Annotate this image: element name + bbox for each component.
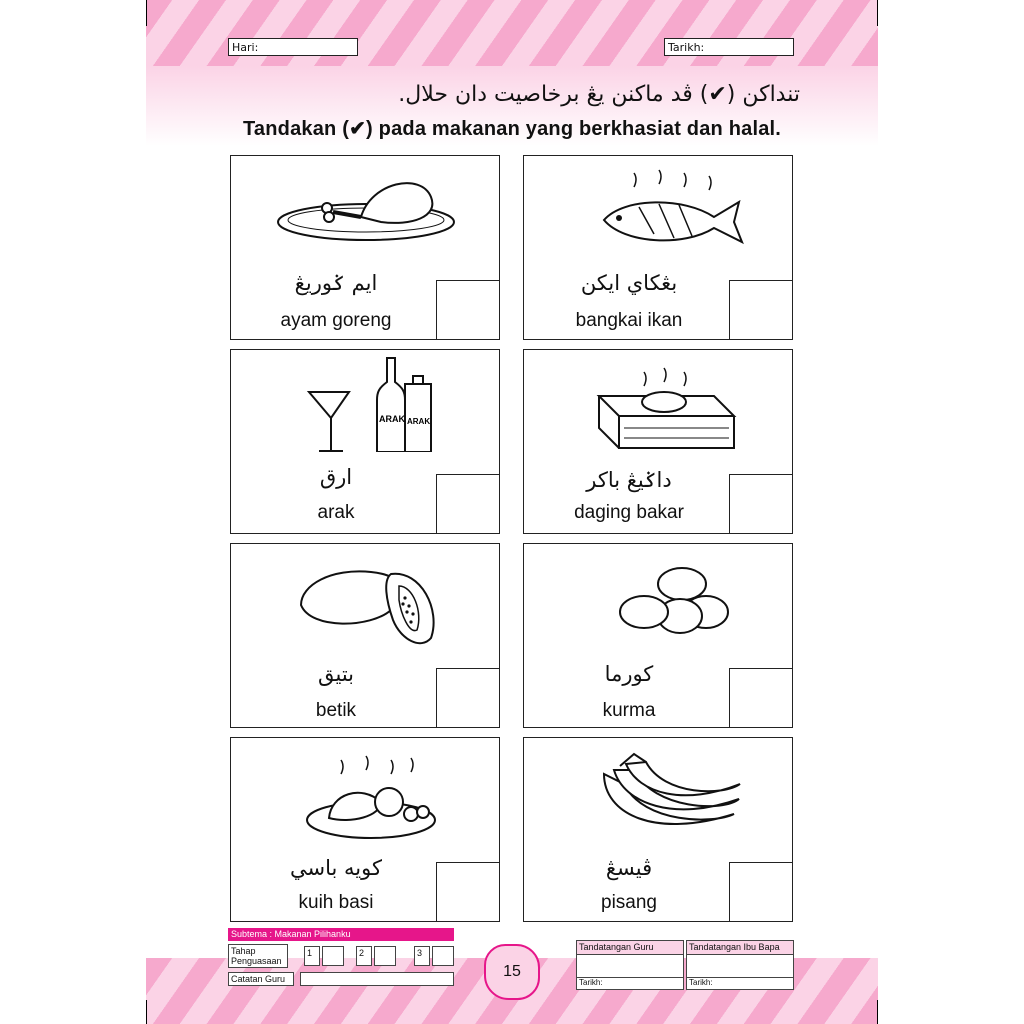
catatan-label: Catatan Guru	[228, 972, 294, 986]
page-number: 15	[484, 944, 540, 1000]
tick-box[interactable]	[729, 668, 792, 727]
tahap-label: Tahap Penguasaan	[228, 944, 288, 968]
teacher-date-label: Tarikh:	[577, 977, 683, 989]
alcohol-bottles-icon	[271, 356, 461, 452]
item-rumi: kurma	[602, 700, 656, 721]
teacher-sign-label: Tandatangan Guru	[577, 941, 683, 955]
stale-cake-icon	[271, 744, 461, 840]
level-1-label: 1	[304, 946, 320, 966]
item-rumi: arak	[317, 502, 355, 523]
item-jawi: کورما	[604, 662, 654, 686]
item-jawi: ڤيسڠ	[605, 856, 653, 880]
dates-icon	[564, 550, 754, 646]
crop-mark	[146, 0, 147, 26]
item-jawi: کويه باسي	[290, 856, 382, 880]
instruction-rumi: Tandakan (✔) pada makanan yang berkhasiat dan halal.	[243, 118, 782, 140]
food-card	[523, 155, 793, 340]
papaya-icon	[271, 550, 461, 646]
level-3-label: 3	[414, 946, 430, 966]
crop-mark	[877, 0, 878, 26]
item-rumi: kuih basi	[298, 892, 374, 913]
tick-box[interactable]	[729, 862, 792, 921]
level-2-label: 2	[356, 946, 372, 966]
bottle-label: ARAK	[379, 414, 405, 424]
item-jawi: بتيق	[317, 662, 355, 686]
item-jawi: بڠکاي ايکن	[580, 271, 678, 295]
crop-mark	[877, 1000, 878, 1024]
subtema-banner: Subtema : Makanan Pilihanku	[228, 928, 454, 941]
item-rumi: daging bakar	[574, 502, 684, 523]
food-card	[523, 543, 793, 728]
parent-sign-label: Tandatangan Ibu Bapa	[687, 941, 793, 955]
item-rumi: betik	[315, 700, 357, 721]
bottle-label: ARAK	[407, 417, 431, 426]
tick-box[interactable]	[436, 862, 499, 921]
item-jawi: داݢيڠ باکر	[586, 468, 672, 492]
item-rumi: bangkai ikan	[575, 310, 683, 331]
grilled-meat-icon	[564, 356, 754, 452]
banana-icon	[564, 744, 754, 840]
tick-box[interactable]	[436, 280, 499, 339]
teacher-sign-box[interactable]	[576, 940, 684, 990]
food-card	[523, 737, 793, 922]
crop-mark	[146, 1000, 147, 1024]
food-card	[523, 349, 793, 534]
level-1-box[interactable]	[322, 946, 344, 966]
date-field[interactable]: Tarikh:	[664, 38, 794, 56]
tick-box[interactable]	[436, 474, 499, 533]
food-card	[230, 349, 500, 534]
day-field[interactable]: Hari:	[228, 38, 358, 56]
level-3-box[interactable]	[432, 946, 454, 966]
catatan-field[interactable]	[300, 972, 454, 986]
instruction-jawi: تنداکن (✔) ڤد ماکنن يڠ برخاصيت دان حلال.	[398, 82, 800, 107]
food-card	[230, 737, 500, 922]
tick-box[interactable]	[729, 280, 792, 339]
fried-chicken-icon	[271, 162, 461, 258]
item-jawi: ايم ݢوريڠ	[294, 271, 378, 295]
tick-box[interactable]	[436, 668, 499, 727]
food-card	[230, 155, 500, 340]
parent-sign-box[interactable]	[686, 940, 794, 990]
item-rumi: ayam goreng	[280, 310, 392, 331]
rotten-fish-icon	[564, 162, 754, 258]
tick-box[interactable]	[729, 474, 792, 533]
level-2-box[interactable]	[374, 946, 396, 966]
food-card	[230, 543, 500, 728]
parent-date-label: Tarikh:	[687, 977, 793, 989]
item-jawi: ارق	[319, 465, 353, 489]
item-rumi: pisang	[601, 892, 657, 913]
